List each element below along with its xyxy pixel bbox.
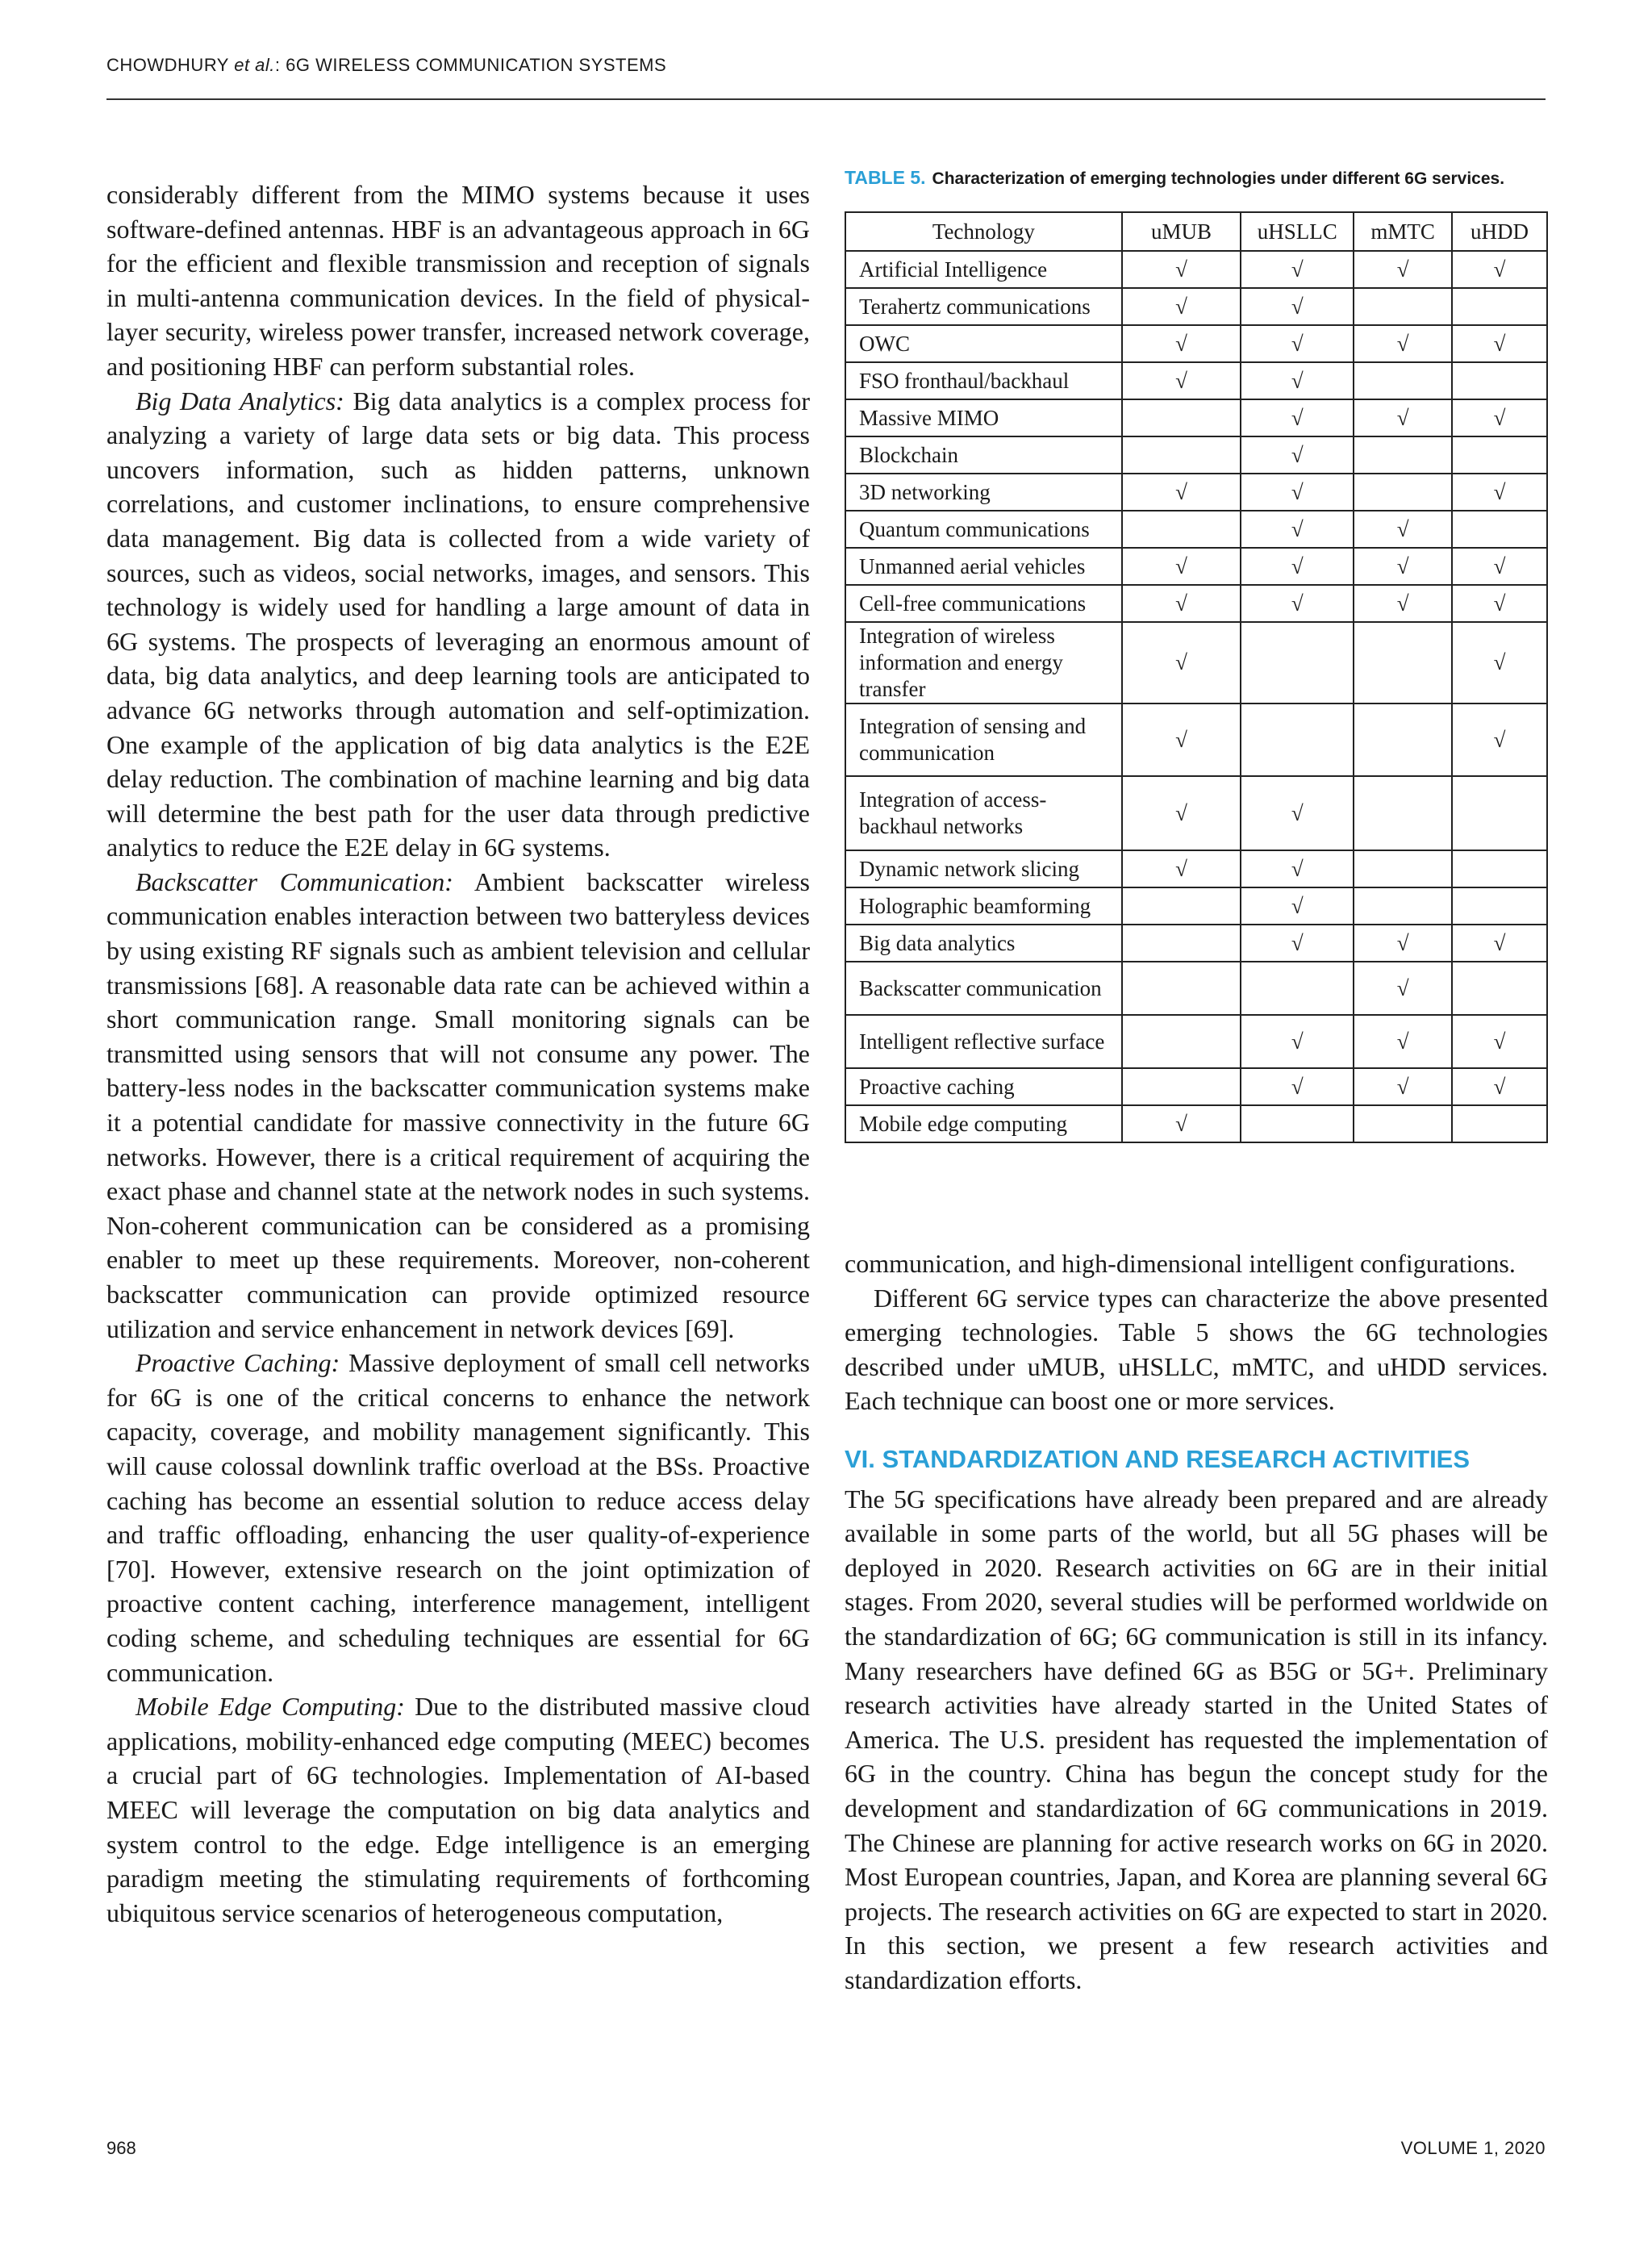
check-mark-cell: √ <box>1122 362 1241 399</box>
check-mark-cell: √ <box>1241 436 1354 474</box>
technology-cell: FSO fronthaul/backhaul <box>845 362 1122 399</box>
empty-cell <box>1354 850 1452 887</box>
check-mark-cell: √ <box>1122 325 1241 362</box>
technology-cell: Unmanned aerial vehicles <box>845 548 1122 585</box>
check-mark-cell: √ <box>1452 622 1547 703</box>
check-mark-cell: √ <box>1122 850 1241 887</box>
empty-cell <box>1452 1105 1547 1142</box>
subsection-title-proactive-caching: Proactive Caching: <box>136 1348 340 1378</box>
empty-cell <box>1241 703 1354 776</box>
empty-cell <box>1354 362 1452 399</box>
check-mark-cell: √ <box>1452 325 1547 362</box>
table-row <box>845 362 1547 399</box>
empty-cell <box>1354 288 1452 325</box>
check-mark-cell: √ <box>1241 474 1354 511</box>
technology-cell: Mobile edge computing <box>845 1105 1122 1142</box>
check-mark-cell: √ <box>1241 399 1354 436</box>
check-mark-cell: √ <box>1452 925 1547 962</box>
technology-table <box>845 211 1548 1143</box>
technology-cell: Cell-free communications <box>845 585 1122 622</box>
header-umub: uMUB <box>1122 212 1241 251</box>
check-mark-cell: √ <box>1354 251 1452 288</box>
check-mark-cell: √ <box>1241 850 1354 887</box>
empty-cell <box>1354 776 1452 850</box>
check-mark-cell: √ <box>1241 585 1354 622</box>
check-mark-cell: √ <box>1452 251 1547 288</box>
section-number: VI. <box>845 1444 875 1473</box>
check-mark-cell: √ <box>1241 887 1354 925</box>
left-column <box>106 177 810 1930</box>
paragraph-hbf: considerably different from the MIMO systems because it uses software-defined antennas. HBF is an advantageous approach in 6G for the efficient and flexible transmission and reception of signals in multi-antenna communication devices. In the field of physical-layer security, wireless power transfer, increased network coverage, and positioning HBF can perform substantial roles. <box>106 180 810 381</box>
technology-cell: Massive MIMO <box>845 399 1122 436</box>
table-row <box>845 622 1547 703</box>
empty-cell <box>1122 511 1241 548</box>
check-mark-cell: √ <box>1122 251 1241 288</box>
paragraph-continuation: communication, and high-dimensional intelligent configurations. <box>845 1249 1516 1278</box>
table-row <box>845 585 1547 622</box>
check-mark-cell: √ <box>1241 548 1354 585</box>
check-mark-cell: √ <box>1122 288 1241 325</box>
check-mark-cell: √ <box>1122 776 1241 850</box>
check-mark-cell: √ <box>1122 548 1241 585</box>
empty-cell <box>1122 1015 1241 1068</box>
technology-cell: Dynamic network slicing <box>845 850 1122 887</box>
header-rule <box>106 98 1546 100</box>
check-mark-cell: √ <box>1354 925 1452 962</box>
table-row <box>845 288 1547 325</box>
check-mark-cell: √ <box>1354 962 1452 1015</box>
empty-cell <box>1122 436 1241 474</box>
table-caption-text: Characterization of emerging technologies under different 6G services. <box>932 169 1505 188</box>
table-row <box>845 251 1547 288</box>
check-mark-cell: √ <box>1354 325 1452 362</box>
header-mmtc: mMTC <box>1354 212 1452 251</box>
empty-cell <box>1354 1105 1452 1142</box>
technology-cell: Backscatter communication <box>845 962 1122 1015</box>
check-mark-cell: √ <box>1452 585 1547 622</box>
technology-cell: Integration of sensing and communication <box>845 703 1122 776</box>
paragraph-standardization: The 5G specifications have already been prepared and are already available in some parts of the world, but all 5G phases will be deployed in 2020. Research activities on 6G are in their initial stages. From 2020, several studies will be performed worldwide on the standardization of 6G; 6G communication is still in its infancy. Many researchers have defined 6G as B5G or 5G+. Preliminary research activities have already started in the United States of America. The U.S. president has requested the implementation of 6G in the country. China has begun the concept study for the development and standardization of 6G communications in 2019. The Chinese are planning for active research works on 6G in 2020. Most European countries, Japan, and Korea are planning several 6G projects. The research activities on 6G are expected to start in 2020. In this section, we present a few research activities and standardization efforts. <box>845 1484 1548 1994</box>
paragraph-big-data-body: Big data analytics is a complex process for analyzing a variety of large data sets or big data. This process uncovers information, such as hidden patterns, unknown correlations, and customer inclinations, to ensure comprehensive data management. Big data is collected from a wide variety of sources, such as videos, social networks, images, and sensors. This technology is widely used for handling a large amount of data in 6G systems. The prospects of leveraging an enormous amount of data, big data analytics, and deep learning tools are anticipated to advance 6G networks through automation and self-optimization. One example of the application of big data analytics is the E2E delay reduction. The combination of machine learning and big data will determine the best path for the user data through predictive analytics to reduce the E2E delay in 6G systems. <box>106 386 811 862</box>
page-number: 968 <box>106 2138 136 2158</box>
right-column <box>845 1246 1548 1997</box>
check-mark-cell: √ <box>1241 511 1354 548</box>
table-row <box>845 925 1547 962</box>
table-row <box>845 703 1547 776</box>
paragraph-proactive-caching-body: Massive deployment of small cell networks for 6G is one of the critical concerns to enhance the network capacity, coverage, and mobility management significantly. This will cause colossal downlink traffic overload at the BSs. Proactive caching has become an essential solution to reduce access delay and traffic offloading, enhancing the user quality-of-experience [70]. However, extensive research on the joint optimization of proactive content caching, interference management, intelligent coding scheme, and scheduling techniques are essential for 6G communication. <box>106 1348 811 1687</box>
check-mark-cell: √ <box>1354 399 1452 436</box>
technology-cell: OWC <box>845 325 1122 362</box>
empty-cell <box>1452 962 1547 1015</box>
running-header <box>106 55 1546 76</box>
check-mark-cell: √ <box>1452 399 1547 436</box>
check-mark-cell: √ <box>1122 585 1241 622</box>
check-mark-cell: √ <box>1452 703 1547 776</box>
paragraph-mobile-edge <box>106 1689 810 1930</box>
technology-cell: Terahertz communications <box>845 288 1122 325</box>
paragraph-mobile-edge-body: Due to the distributed massive cloud applications, mobility-enhanced edge computing (MEEC) becomes a crucial part of 6G technologies. Implementation of AI-based MEEC will leverage the computation on big data analytics and system control to the edge. Edge intelligence is an emerging paradigm meeting the stimulating requirements of forthcoming ubiquitous service scenarios of heterogeneous computation, <box>106 1692 811 1927</box>
header-title: : 6G WIRELESS COMMUNICATION SYSTEMS <box>274 55 667 75</box>
table-header-row <box>845 212 1547 251</box>
paragraph-backscatter-body: Ambient backscatter wireless communication enables interaction between two batteryless devices by using existing RF signals such as ambient television and cellular transmissions [68]. A reasonable data rate can be achieved within a short communication range. Small monitoring signals can be transmitted using sensors that will not consume any power. The battery-less nodes in the backscatter communication systems make it a potential candidate for massive connectivity in the future 6G networks. However, there is a critical requirement of acquiring the exact phase and channel state at the network nodes in such systems. Non-coherent communication can be considered as a promising enabler to meet up these requirements. Moreover, non-coherent backscatter communication can provide optimized resource utilization and service enhancement in network devices [69]. <box>106 866 810 1343</box>
empty-cell <box>1354 474 1452 511</box>
empty-cell <box>1122 962 1241 1015</box>
check-mark-cell: √ <box>1241 1015 1354 1068</box>
check-mark-cell: √ <box>1122 703 1241 776</box>
check-mark-cell: √ <box>1354 1015 1452 1068</box>
table-row <box>845 776 1547 850</box>
technology-cell: Intelligent reflective surface <box>845 1015 1122 1068</box>
paragraph-proactive-caching <box>106 1346 810 1689</box>
technology-cell: Artificial Intelligence <box>845 251 1122 288</box>
subsection-title-mobile-edge: Mobile Edge Computing: <box>136 1692 405 1722</box>
check-mark-cell: √ <box>1241 1068 1354 1105</box>
empty-cell <box>1452 850 1547 887</box>
paragraph-backscatter <box>106 865 810 1346</box>
table-row <box>845 1015 1547 1068</box>
table-caption <box>845 167 1548 189</box>
check-mark-cell: √ <box>1122 622 1241 703</box>
technology-cell: Integration of access-backhaul networks <box>845 776 1122 850</box>
technology-cell: Integration of wireless information and energy transfer <box>845 622 1122 703</box>
check-mark-cell: √ <box>1452 474 1547 511</box>
table-row <box>845 474 1547 511</box>
table-row <box>845 511 1547 548</box>
empty-cell <box>1241 962 1354 1015</box>
empty-cell <box>1354 622 1452 703</box>
technology-cell: 3D networking <box>845 474 1122 511</box>
table-row <box>845 436 1547 474</box>
table-row <box>845 1068 1547 1105</box>
empty-cell <box>1452 887 1547 925</box>
table-row <box>845 399 1547 436</box>
empty-cell <box>1122 887 1241 925</box>
check-mark-cell: √ <box>1122 1105 1241 1142</box>
paragraph-big-data <box>106 384 810 865</box>
empty-cell <box>1452 776 1547 850</box>
empty-cell <box>1452 511 1547 548</box>
empty-cell <box>1452 436 1547 474</box>
subsection-title-backscatter: Backscatter Communication: <box>136 866 453 896</box>
check-mark-cell: √ <box>1354 585 1452 622</box>
table-row <box>845 962 1547 1015</box>
technology-cell: Big data analytics <box>845 925 1122 962</box>
check-mark-cell: √ <box>1452 1068 1547 1105</box>
section-title: STANDARDIZATION AND RESEARCH ACTIVITIES <box>882 1444 1471 1473</box>
check-mark-cell: √ <box>1241 776 1354 850</box>
header-uhsllc: uHSLLC <box>1241 212 1354 251</box>
empty-cell <box>1122 1068 1241 1105</box>
empty-cell <box>1122 925 1241 962</box>
table-caption-label: TABLE 5. <box>845 167 926 188</box>
check-mark-cell: √ <box>1241 362 1354 399</box>
header-uhdd: uHDD <box>1452 212 1547 251</box>
subsection-title-big-data: Big Data Analytics: <box>136 386 344 415</box>
table-row <box>845 887 1547 925</box>
empty-cell <box>1241 622 1354 703</box>
empty-cell <box>1122 399 1241 436</box>
empty-cell <box>1354 436 1452 474</box>
empty-cell <box>1452 288 1547 325</box>
check-mark-cell: √ <box>1354 548 1452 585</box>
check-mark-cell: √ <box>1354 1068 1452 1105</box>
header-authors: CHOWDHURY <box>106 55 235 75</box>
check-mark-cell: √ <box>1452 548 1547 585</box>
check-mark-cell: √ <box>1452 1015 1547 1068</box>
table-row <box>845 325 1547 362</box>
table-row <box>845 1105 1547 1142</box>
table-row <box>845 548 1547 585</box>
header-technology: Technology <box>845 212 1122 251</box>
check-mark-cell: √ <box>1241 925 1354 962</box>
check-mark-cell: √ <box>1241 288 1354 325</box>
check-mark-cell: √ <box>1241 251 1354 288</box>
empty-cell <box>1354 887 1452 925</box>
table-body <box>845 251 1547 1142</box>
header-etal: et al. <box>234 55 275 75</box>
paragraph-table-summary: Different 6G service types can characterize the above presented emerging technologies. Table 5 shows the 6G technologies described under uMUB, uHSLLC, mMTC, and uHDD services. Each technique can boost one or more services. <box>845 1283 1548 1416</box>
technology-cell: Holographic beamforming <box>845 887 1122 925</box>
technology-cell: Blockchain <box>845 436 1122 474</box>
section-heading <box>845 1442 1548 1477</box>
empty-cell <box>1452 362 1547 399</box>
check-mark-cell: √ <box>1354 511 1452 548</box>
check-mark-cell: √ <box>1122 474 1241 511</box>
table-row <box>845 850 1547 887</box>
volume-label: VOLUME 1, 2020 <box>1400 2138 1546 2158</box>
check-mark-cell: √ <box>1241 325 1354 362</box>
technology-cell: Proactive caching <box>845 1068 1122 1105</box>
empty-cell <box>1354 703 1452 776</box>
empty-cell <box>1241 1105 1354 1142</box>
technology-cell: Quantum communications <box>845 511 1122 548</box>
